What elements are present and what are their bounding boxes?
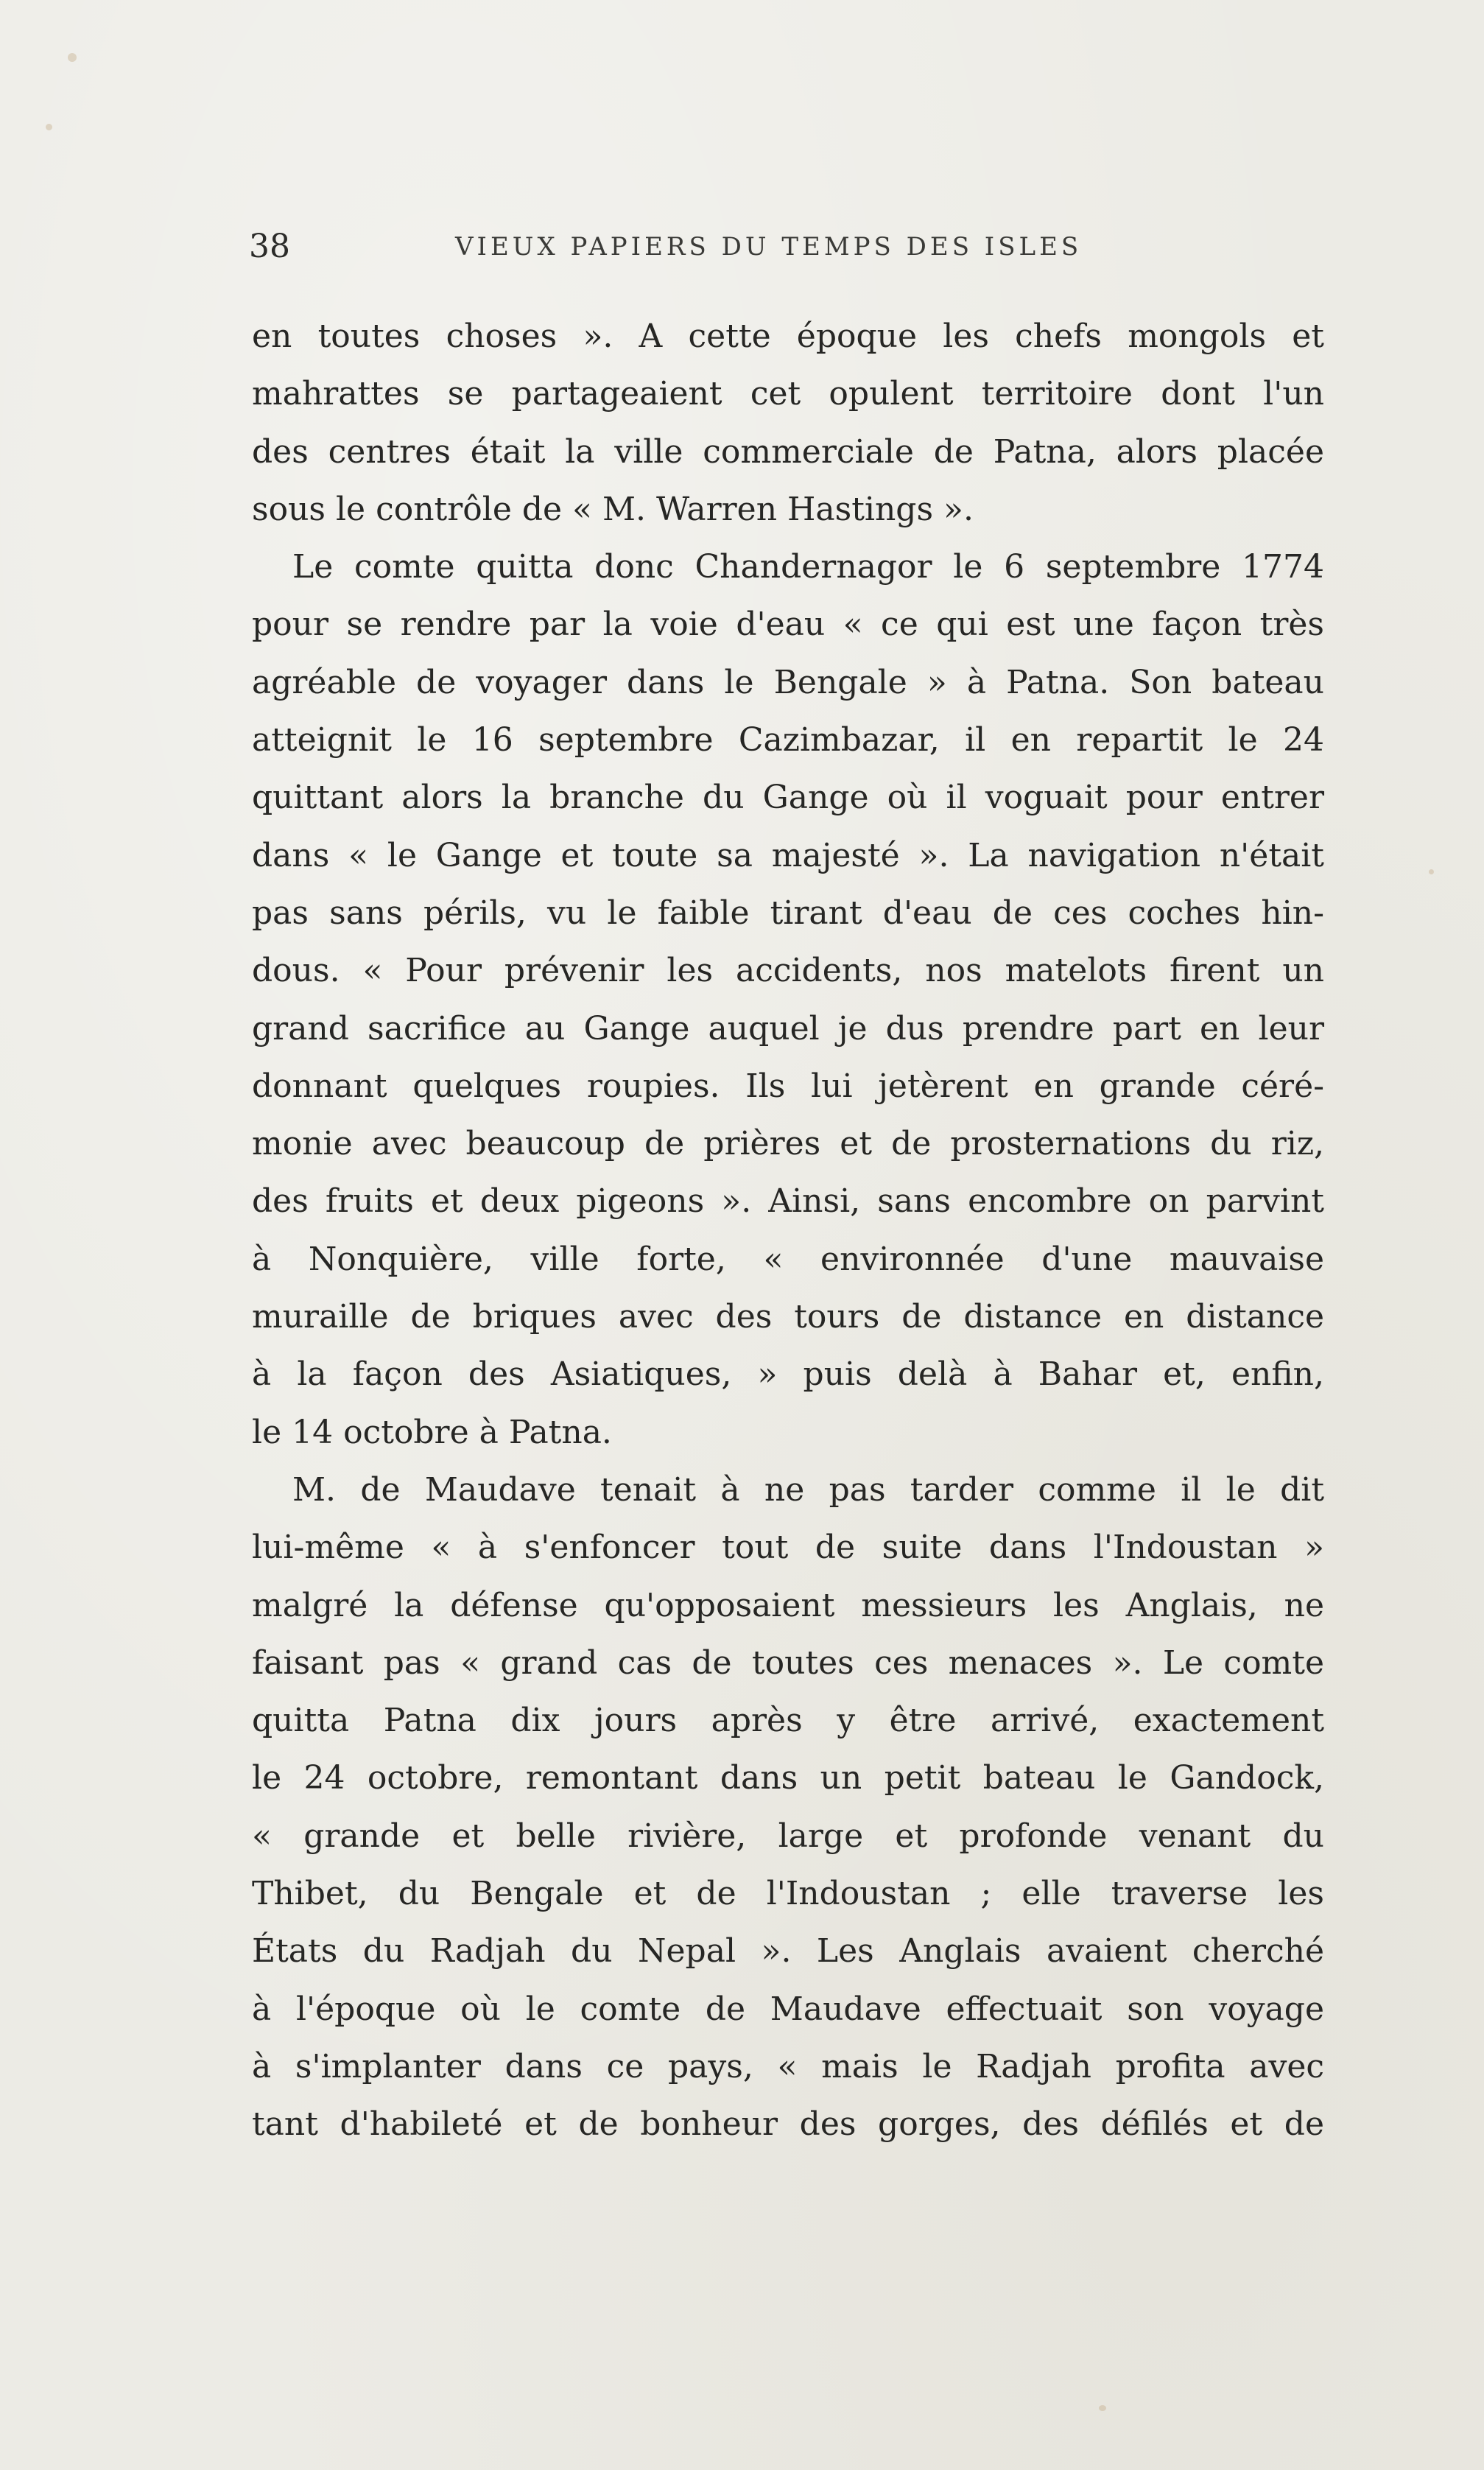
text-line: pas sans périls, vu le faible tirant d'eau de ces coches hin- [252,894,1324,932]
text-line: en toutes choses ». A cette époque les chefs mongols et [252,317,1324,355]
paper-spot [46,124,52,130]
text-line: à l'époque où le comte de Maudave effectuait son voyage [252,1990,1324,2028]
running-head [249,225,1324,269]
paragraph-end-line: le 14 octobre à Patna. [252,1413,612,1451]
text-line: à Nonquière, ville forte, « environnée d'une mauvaise [252,1240,1324,1278]
text-line: « grande et belle rivière, large et profonde venant du [252,1817,1324,1855]
text-line: agréable de voyager dans le Bengale » à Patna. Son bateau [252,663,1324,701]
paragraph-end-line: sous le contrôle de « M. Warren Hastings ». [252,490,974,528]
text-line: dans « le Gange et toute sa majesté ». La navigation n'était [252,836,1324,874]
paragraph-start-line: Le comte quitta donc Chandernagor le 6 septembre 1774 [292,548,1324,586]
paragraph-start-line: M. de Maudave tenait à ne pas tarder comme il le dit [292,1470,1324,1509]
body-text [252,308,1324,2154]
text-line: muraille de briques avec des tours de distance en distance [252,1298,1324,1336]
paper-spot [1429,869,1434,874]
text-line: atteignit le 16 septembre Cazimbazar, il en repartit le 24 [252,721,1324,759]
text-line: quittant alors la branche du Gange où il voguait pour entrer [252,779,1324,817]
text-line: malgré la défense qu'opposaient messieurs les Anglais, ne [252,1586,1324,1624]
text-line: tant d'habileté et de bonheur des gorges, des défilés et de [252,2105,1324,2144]
text-line: Thibet, du Bengale et de l'Indoustan ; elle traverse les [252,1875,1324,1913]
text-line: des centres était la ville commerciale de Patna, alors placée [252,432,1324,471]
text-line: des fruits et deux pigeons ». Ainsi, sans encombre on parvint [252,1182,1324,1221]
paper-spot [68,53,77,62]
text-line: le 24 octobre, remontant dans un petit bateau le Gandock, [252,1759,1324,1797]
running-title: VIEUX PAPIERS DU TEMPS DES ISLES [455,232,1083,262]
text-line: faisant pas « grand cas de toutes ces menaces ». Le comte [252,1643,1324,1682]
text-line: monie avec beaucoup de prières et de prosternations du riz, [252,1125,1324,1163]
text-line: quitta Patna dix jours après y être arrivé, exactement [252,1702,1324,1740]
text-line: États du Radjah du Nepal ». Les Anglais avaient cherché [252,1932,1324,1971]
text-line: dous. « Pour prévenir les accidents, nos matelots firent un [252,952,1324,990]
paper-spot [1099,2405,1106,2411]
text-line: à s'implanter dans ce pays, « mais le Radjah profita avec [252,2047,1324,2085]
text-line: grand sacrifice au Gange auquel je dus prendre part en leur [252,1009,1324,1048]
text-line: pour se rendre par la voie d'eau « ce qui est une façon très [252,606,1324,644]
text-line: donnant quelques roupies. Ils lui jetèrent en grande céré- [252,1067,1324,1105]
text-line: à la façon des Asiatiques, » puis delà à Bahar et, enfin, [252,1355,1324,1394]
text-line: mahrattes se partageaient cet opulent territoire dont l'un [252,375,1324,413]
page-number: 38 [249,228,290,265]
text-line: lui-même « à s'enfoncer tout de suite dans l'Indoustan » [252,1529,1324,1567]
